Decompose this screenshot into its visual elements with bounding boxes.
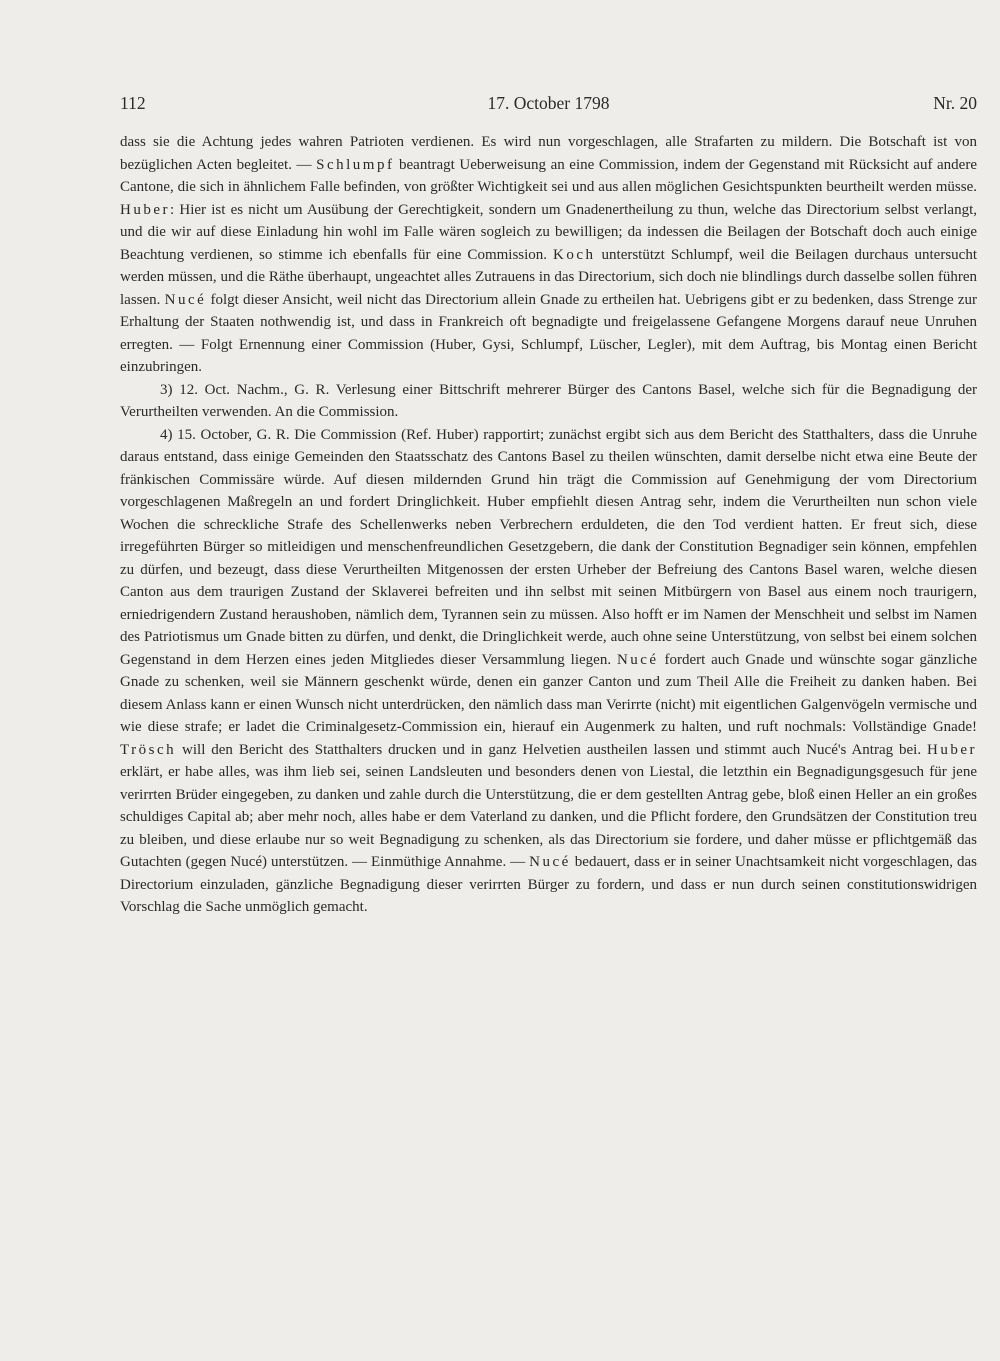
speaker-name: Huber bbox=[120, 201, 170, 218]
paragraph bbox=[120, 131, 977, 379]
text-run: : Hier ist es nicht um Ausübung der Gerechtigkeit, sondern um Gnadenertheilung zu thun, welche das Directorium selbst verlangt, und die wir auf diese Einladung hin wohl im Falle wären sogleich zu bewilligen; da indessen die Beilagen der Botschaft doch auch einige Beachtung verdienen, so stimme ich ebenfalls für eine Commission. bbox=[120, 201, 977, 263]
speaker-name: Nucé bbox=[164, 291, 207, 308]
page-number: 112 bbox=[120, 93, 146, 113]
speaker-name: Nucé bbox=[616, 651, 659, 668]
paragraph bbox=[120, 379, 977, 424]
text-run: bedauert, dass er in seiner Unachtsamkeit nicht vorgeschlagen, das Directorium einzuladen, gänzliche Begnadigung dieser verirrten Bürger zu fordern, und dass er nun durch seinen constitutionswidrigen Vorschlag die Sache unmöglich gemacht. bbox=[120, 854, 977, 915]
speaker-name: Trösch bbox=[120, 741, 177, 758]
text-run: unterstützt Schlumpf, weil die Beilagen durchaus untersucht werden müssen, und die Räthe überhaupt, ungeachtet alles Zutrauens in das Directorium, sich doch nie blindlings durch dasselbe sollen führen lassen. bbox=[120, 246, 977, 308]
text-body bbox=[120, 131, 977, 919]
paragraph bbox=[120, 424, 977, 919]
issue-number: Nr. 20 bbox=[933, 93, 977, 113]
text-run: erklärt, er habe alles, was ihm lieb sei, seinen Landsleuten und besonders denen von Liestal, die letzthin ein Begnadigungsgesuch für jene verirrten Brüder eingegeben, zu danken und zahle durch die Unterstützung, die er dem gestellten Antrag gebe, bloß einen Heller an ein großes schuldiges Capital ab; aber mehr noch, alles habe er dem Vaterland zu danken, und die Pflicht fordere, den Grundsätzen der Constitution treu zu bleiben, und diese erlaube nur so weit Begnadigung zu schenken, als das Directorium sie fordere, und daher müsse er pflichtgemäß das Gutachten (gegen Nucé) unterstützen. — Einmüthige Annahme. — bbox=[120, 764, 977, 870]
text-run: beantragt Ueberweisung an eine Commission, indem der Gegenstand mit Rücksicht auf andere Cantone, die sich in ähnlichem Falle befinden, von größter Wichtigkeit sei und aus allen möglichen Gesichtspunkten beurtheilt werden müsse. bbox=[120, 156, 977, 195]
speaker-name: Nucé bbox=[529, 854, 571, 870]
text-run: fordert auch Gnade und wünschte sogar gänzliche Gnade zu schenken, weil sie Männern geschenkt würde, denen ein ganzer Canton und zum Theil Alle die Freiheit zu danken haben. Bei diesem Anlass kann er einen Wunsch nicht unterdrücken, den nämlich dass man Verirrte (nicht) mit eigentlichen Galgenvögeln vermische und wie diese strafe; er ladet die Criminalgesetz-Commission ein, hierauf ein Augenmerk zu halten, und ruft nochmals: Vollständige Gnade! bbox=[120, 651, 977, 735]
speaker-name: Huber bbox=[927, 741, 977, 758]
text-run: 4) 15. October, G. R. Die Commission (Ref. Huber) rapportirt; zunächst ergibt sich aus dem Bericht des Statthalters, dass die Unruhe daraus entstand, dass einige Gemeinden den Staatsschatz des Cantons Basel zu theilen wünschten, damit derselbe nicht etwa eine Beute der fränkischen Commissäre würde. Auf diesen mildernden Grund hin trägt die Commission auf Genehmigung der vom Directorium vorgeschlagenen Maßregeln an und fordert Dringlichkeit. Huber empfiehlt diesen Antrag sehr, indem die Verurtheilten nun schon viele Wochen die schreckliche Strafe des Schellenwerks neben Verbrechern erduldeten, die den Tod verdient hatten. Er freut sich, diese irregeführten Bürger so mitleidigen und menschenfreundlichen Gesetzgebern, die dank der Constitution Begnadiger sein können, empfehlen zu dürfen, und bezeugt, dass diese Verurtheilten Mitgenossen der ersten Urheber der Befreiung des Cantons Basel waren, welche diesen Canton aus dem traurigen Zustand der Sklaverei befreiten und ihn selbst mit seinen Mitbürgern von Basel aus einem noch traurigern, erniedrigendern Zustand heraushoben, nämlich dem, Tyrannen sein zu müssen. Also hofft er im Namen der Menschheit und selbst im Namen des Patriotismus um Gnade bitten zu dürfen, und denkt, die Dringlichkeit werde, auch ohne seine Unterstützung, von selbst bei einem solchen Gegenstand in dem Herzen eines jeden Mitgliedes dieser Versammlung liegen. bbox=[120, 426, 977, 668]
page-date: 17. October 1798 bbox=[487, 93, 610, 113]
text-run: dass sie die Achtung jedes wahren Patrioten verdienen. Es wird nun vorgeschlagen, alle Strafarten zu mildern. Die Botschaft ist von bezüglichen Acten begleitet. — bbox=[120, 134, 977, 173]
page-header bbox=[120, 93, 977, 117]
speaker-name: Koch bbox=[553, 246, 596, 263]
speaker-name: Schlumpf bbox=[316, 156, 395, 173]
text-run: folgt dieser Ansicht, weil nicht das Directorium allein Gnade zu ertheilen hat. Uebrigens gibt er zu bedenken, dass Strenge zur Erhaltung der Staaten nothwendig ist, und dass in Frankreich oft begnadigte und freigelassene Gefangene Morgens darauf neue Unruhen erregten. — Folgt Ernennung einer Commission (Huber, Gysi, Schlumpf, Lüscher, Legler), mit dem Auftrag, bis Montag einen Bericht einzubringen. bbox=[120, 291, 977, 375]
text-run: will den Bericht des Statthalters drucken und in ganz Helvetien austheilen lassen und stimmt auch Nucé's Antrag bei. bbox=[176, 741, 927, 758]
text-run: 3) 12. Oct. Nachm., G. R. Verlesung einer Bittschrift mehrerer Bürger des Cantons Basel, welche sich für die Begnadigung der Verurtheilten verwenden. An die Commission. bbox=[120, 381, 977, 420]
